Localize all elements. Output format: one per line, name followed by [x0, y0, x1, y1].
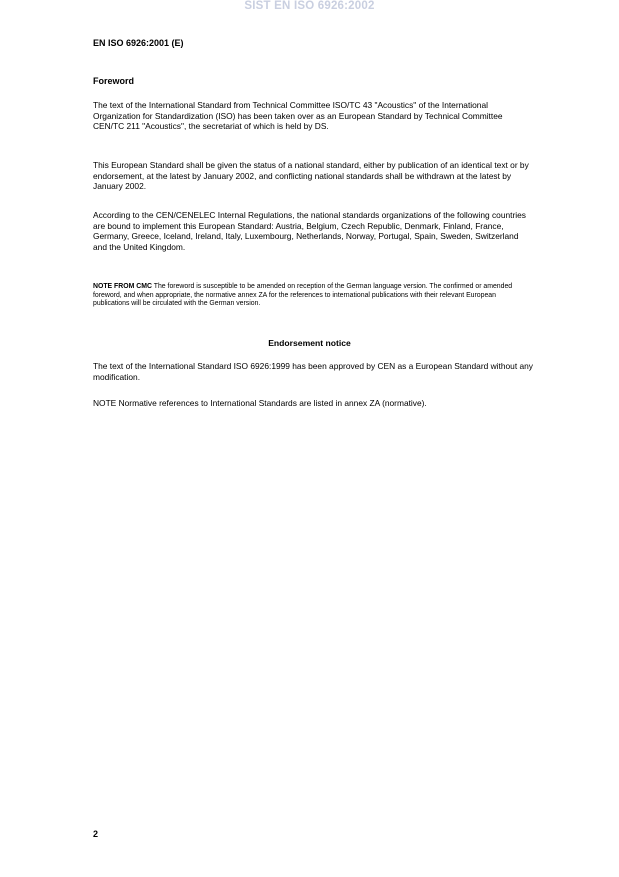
note-from-cmc-lead: NOTE FROM CMC [93, 283, 152, 290]
foreword-paragraph-2: This European Standard shall be given the status of a national standard, either by publication of an identical text or by endorsement, at the latest by January 2002, and conflicting national standards shall be withdrawn at the latest by January 2002. [93, 160, 529, 191]
page-number: 2 [93, 829, 99, 839]
foreword-title: Foreword [93, 76, 135, 86]
note-from-cmc-text: The foreword is susceptible to be amended on reception of the German language version. The confirmed or amended foreword, and when appropriate, the normative annex ZA for the references to international publications with their relevant European publications will be circulated with the German version. [93, 283, 513, 308]
watermark: SIST EN ISO 6926:2002 [244, 0, 375, 12]
note-from-cmc [93, 283, 533, 309]
foreword-paragraph-1: The text of the International Standard from Technical Committee ISO/TC 43 "Acoustics" of the International Organization for Standardization (ISO) has been taken over as an European Standard by Technical Committee CEN/TC 211 "Acoustics", the secretariat of which is held by DS. [93, 100, 503, 131]
foreword-paragraph-3: According to the CEN/CENELEC Internal Regulations, the national standards organizations of the following countries are bound to implement this European Standard: Austria, Belgium, Czech Republic, Denmark, Finland, France, Germany, Greece, Iceland, Ireland, Italy, Luxembourg, Netherlands, Norway, Portugal, Spain, Sweden, Switzerland and the United Kingdom. [93, 210, 526, 252]
endorsement-title: Endorsement notice [268, 338, 351, 348]
document-id: EN ISO 6926:2001 (E) [93, 38, 184, 48]
endorsement-note: NOTE Normative references to International Standards are listed in annex ZA (normative). [93, 398, 427, 408]
endorsement-paragraph: The text of the International Standard ISO 6926:1999 has been approved by CEN as a European Standard without any modification. [93, 361, 533, 382]
